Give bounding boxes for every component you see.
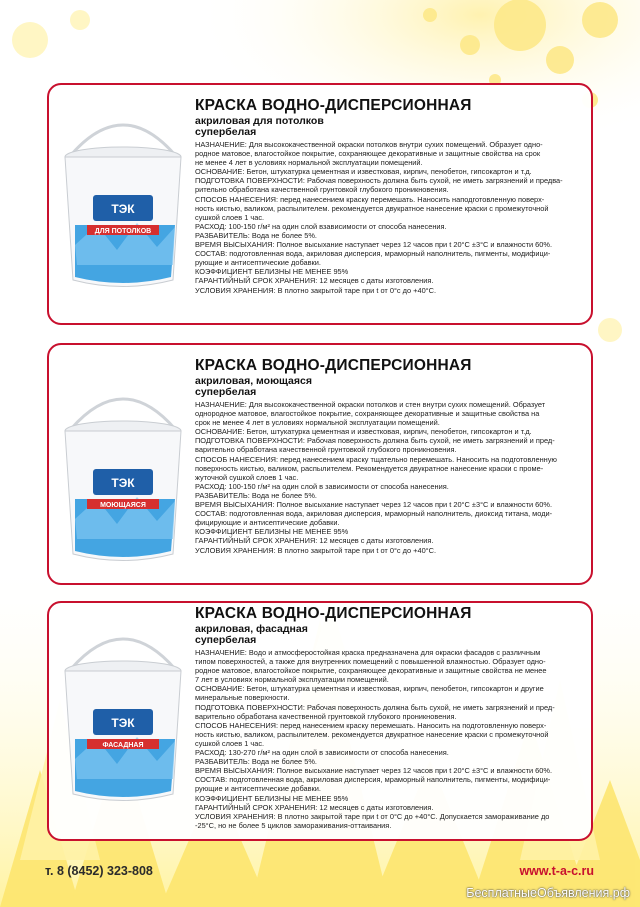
spec-line: НАЗНАЧЕНИЕ: Водо и атмосферостойкая краска предназначена для окраски фасадов с различным bbox=[195, 648, 541, 657]
spec-line: поверхность кистью, валиком, распылителем. Рекомендуется двукратное нанесение краски с проме- bbox=[195, 463, 544, 473]
spec-line: КОЭФФИЦИЕНТ БЕЛИЗНЫ НЕ МЕНЕЕ 95% bbox=[195, 527, 349, 537]
spec-line: РАЗБАВИТЕЛЬ: Вода не более 5%. bbox=[195, 757, 317, 767]
spec-line: ность кистью, валиком, распылителем. рекомендуется двукратное нанесение краски с промежуточной bbox=[195, 729, 549, 739]
spec-line: 7 лет в условиях нормальной эксплуатации помещений. bbox=[195, 675, 389, 685]
product-image-bucket bbox=[57, 629, 189, 809]
spec-line: ВРЕМЯ ВЫСЫХАНИЯ: Полное высыхание наступает через 12 часов при t 20°С ±3°С и влажности 60%. bbox=[195, 766, 553, 776]
product-variant: супербелая bbox=[195, 386, 257, 398]
product-card-washable bbox=[47, 343, 593, 585]
spec-line: однородное матовое, влагостойкое покрытие, сохраняющее декоративные и защитные свойства на bbox=[195, 409, 540, 419]
spec-line: варительно обработана качественной грунтовкой глубокого проникновения. bbox=[195, 445, 457, 455]
spec-line: сушкой слоев 1 час. bbox=[195, 212, 265, 222]
product-spec-text bbox=[195, 648, 583, 830]
spec-line: РАСХОД: 100-150 г/м² на один слой взависимости от способа нанесения. bbox=[195, 221, 447, 231]
spec-line: рующие и антисептические добавки. bbox=[195, 784, 321, 794]
product-spec-text bbox=[195, 140, 583, 295]
spec-line: ВРЕМЯ ВЫСЫХАНИЯ: Полное высыхание наступает через 12 часов при t 20°С ±3°С и влажности 60%. bbox=[195, 240, 553, 250]
svg-text:МОЮЩАЯСЯ: МОЮЩАЯСЯ bbox=[100, 502, 146, 509]
product-description bbox=[195, 605, 583, 830]
svg-text:ФАСАДНАЯ: ФАСАДНАЯ bbox=[102, 742, 144, 749]
spec-line: СПОСОБ НАНЕСЕНИЯ: перед нанесением краску перемешать. Наносить на подготовленную поверх- bbox=[195, 720, 547, 730]
spec-line: КОЭФФИЦИЕНТ БЕЛИЗНЫ НЕ МЕНЕЕ 95% bbox=[195, 267, 349, 277]
spec-line: варительно обработана качественной грунтовкой глубокого проникновения. bbox=[195, 711, 457, 721]
spec-line: родное матовое, влагостойкое покрытие, сохраняющее декоративные и защитные свойства на срок bbox=[195, 149, 541, 159]
spec-line: рительно обработана качественной грунтовкой глубокого проникновения. bbox=[195, 185, 449, 195]
spec-line: РАСХОД: 130-270 г/м² на один слой в зависимости от способа нанесения. bbox=[195, 748, 449, 758]
watermark-text: БесплатныеОбъявления.рф bbox=[466, 886, 630, 900]
product-variant: супербелая bbox=[195, 634, 257, 646]
spec-line: фицирующие и антисептические добавки. bbox=[195, 518, 340, 528]
product-description bbox=[195, 357, 583, 555]
product-image-bucket bbox=[57, 389, 189, 569]
product-title: КРАСКА ВОДНО-ДИСПЕРСИОННАЯ bbox=[195, 605, 472, 622]
spec-line: ВРЕМЯ ВЫСЫХАНИЯ: Полное высыхание наступает через 12 часов при t 20°С ±3°С и влажности 60%. bbox=[195, 500, 553, 510]
spec-line: ПОДГОТОВКА ПОВЕРХНОСТИ: Рабочая поверхность должна быть сухой, не иметь загрязнений и пред- bbox=[195, 702, 555, 712]
product-title: КРАСКА ВОДНО-ДИСПЕРСИОННАЯ bbox=[195, 97, 472, 114]
spec-line: ность кистью, валиком, распылителем. рекомендуется двукратное нанесение краски с промежуточной bbox=[195, 203, 549, 213]
spec-line: ОСНОВАНИЕ: Бетон, штукатурка цементная и известковая, кирпич, пенобетон, гипсокартон и т.д. bbox=[195, 167, 532, 177]
spec-line: СОСТАВ: подготовленная вода, акриловая дисперсия, мраморный наполнитель, пигменты, модифици- bbox=[195, 775, 551, 785]
spec-line: КОЭФФИЦИЕНТ БЕЛИЗНЫ НЕ МЕНЕЕ 95% bbox=[195, 793, 349, 803]
paint-bucket-icon bbox=[57, 629, 189, 804]
spec-line: СОСТАВ: подготовленная вода, акриловая дисперсия, мраморный наполнитель, пигменты, модифици- bbox=[195, 249, 551, 259]
contact-phone: т. 8 (8452) 323-808 bbox=[45, 864, 153, 878]
svg-text:ТЭК: ТЭК bbox=[111, 202, 135, 216]
svg-text:ТЭК: ТЭК bbox=[111, 476, 135, 490]
spec-line: ПОДГОТОВКА ПОВЕРХНОСТИ: Рабочая поверхность должна быть сухой, не иметь загрязнений и пред- bbox=[195, 436, 555, 446]
svg-text:ДЛЯ ПОТОЛКОВ: ДЛЯ ПОТОЛКОВ bbox=[94, 228, 152, 235]
spec-line: РАЗБАВИТЕЛЬ: Вода не более 5%. bbox=[195, 230, 317, 240]
paint-bucket-icon bbox=[57, 115, 189, 290]
svg-text:ТЭК: ТЭК bbox=[111, 716, 135, 730]
product-subtitle: акриловая, фасадная bbox=[195, 623, 308, 635]
product-card-ceiling bbox=[47, 83, 593, 325]
spec-line: ГАРАНТИЙНЫЙ СРОК ХРАНЕНИЯ: 12 месяцев с даты изготовления. bbox=[195, 536, 434, 546]
spec-line: рующие и антисептические добавки. bbox=[195, 258, 321, 268]
spec-line: родное матовое, влагостойкое покрытие, сохраняющее декоративные и защитные свойства не менее bbox=[195, 666, 547, 676]
product-spec-text bbox=[195, 400, 583, 555]
product-subtitle: акриловая, моющаяся bbox=[195, 375, 312, 387]
spec-line: жуточной сушкой слоев 1 час. bbox=[195, 472, 299, 482]
spec-line: сушкой слоев 1 час. bbox=[195, 738, 265, 748]
spec-line: НАЗНАЧЕНИЕ: Для высококачественной окраски потолков и стен внутри сухих помещений. Образует bbox=[195, 400, 546, 409]
product-subtitle: акриловая для потолков bbox=[195, 115, 324, 127]
spec-line: НАЗНАЧЕНИЕ: Для высококачественной окраски потолков внутри сухих помещений. Образует одно- bbox=[195, 140, 543, 149]
product-description bbox=[195, 97, 583, 295]
spec-line: СПОСОБ НАНЕСЕНИЯ: перед нанесением краску тщательно перемешать. Наносить на подготовленную bbox=[195, 454, 557, 464]
spec-line: типом поверхностей, а также для внутренних помещений с повышенной влажностью. Образует одно- bbox=[195, 657, 546, 667]
spec-line: УСЛОВИЯ ХРАНЕНИЯ: В плотно закрытой таре при t от 0°с до +40°С. bbox=[195, 285, 437, 295]
spec-line: УСЛОВИЯ ХРАНЕНИЯ: В плотно закрытой таре при t от 0°с до +40°С. bbox=[195, 545, 437, 555]
spec-line: -25°С, но не более 5 циклов замораживания-оттаивания. bbox=[195, 820, 392, 830]
spec-line: минеральные поверхности. bbox=[195, 693, 290, 703]
spec-line: ГАРАНТИЙНЫЙ СРОК ХРАНЕНИЯ: 12 месяцев с даты изготовления. bbox=[195, 802, 434, 812]
spec-line: СПОСОБ НАНЕСЕНИЯ: перед нанесением краску перемешать. Наносить наподготовленную поверх- bbox=[195, 194, 545, 204]
product-image-bucket bbox=[57, 115, 189, 295]
spec-line: ОСНОВАНИЕ: Бетон, штукатурка цементная и известковая, кирпич, пенобетон, гипсокартон и другие bbox=[195, 684, 544, 694]
spec-line: срок не менее 4 лет в условиях нормальной эксплуатации помещений. bbox=[195, 418, 440, 428]
spec-line: ГАРАНТИЙНЫЙ СРОК ХРАНЕНИЯ: 12 месяцев с даты изготовления. bbox=[195, 276, 434, 286]
spec-line: не менее 4 лет в условиях нормальной эксплуатации помещений. bbox=[195, 158, 423, 168]
product-card-facade bbox=[47, 601, 593, 841]
paint-bucket-icon bbox=[57, 389, 189, 564]
product-variant: супербелая bbox=[195, 126, 257, 138]
spec-line: ОСНОВАНИЕ: Бетон, штукатурка цементная и известковая, кирпич, пенобетон, гипсокартон и т.д. bbox=[195, 427, 532, 437]
spec-line: УСЛОВИЯ ХРАНЕНИЯ: В плотно закрытой таре при t от 0°С до +40°С. Допускается замораживание до bbox=[195, 811, 550, 821]
website-link[interactable]: www.t-a-c.ru bbox=[519, 864, 594, 878]
product-title: КРАСКА ВОДНО-ДИСПЕРСИОННАЯ bbox=[195, 357, 472, 374]
spec-line: РАЗБАВИТЕЛЬ: Вода не более 5%. bbox=[195, 490, 317, 500]
spec-line: ПОДГОТОВКА ПОВЕРХНОСТИ: Рабочая поверхность должна быть сухой, не иметь загрязнений и предва- bbox=[195, 176, 563, 186]
spec-line: РАСХОД: 100-150 г/м² на один слой в зависимости от способа нанесения. bbox=[195, 481, 449, 491]
spec-line: СОСТАВ: подготовленная вода, акриловая дисперсия, мраморный наполнитель, диоксид титана, моди- bbox=[195, 509, 553, 519]
